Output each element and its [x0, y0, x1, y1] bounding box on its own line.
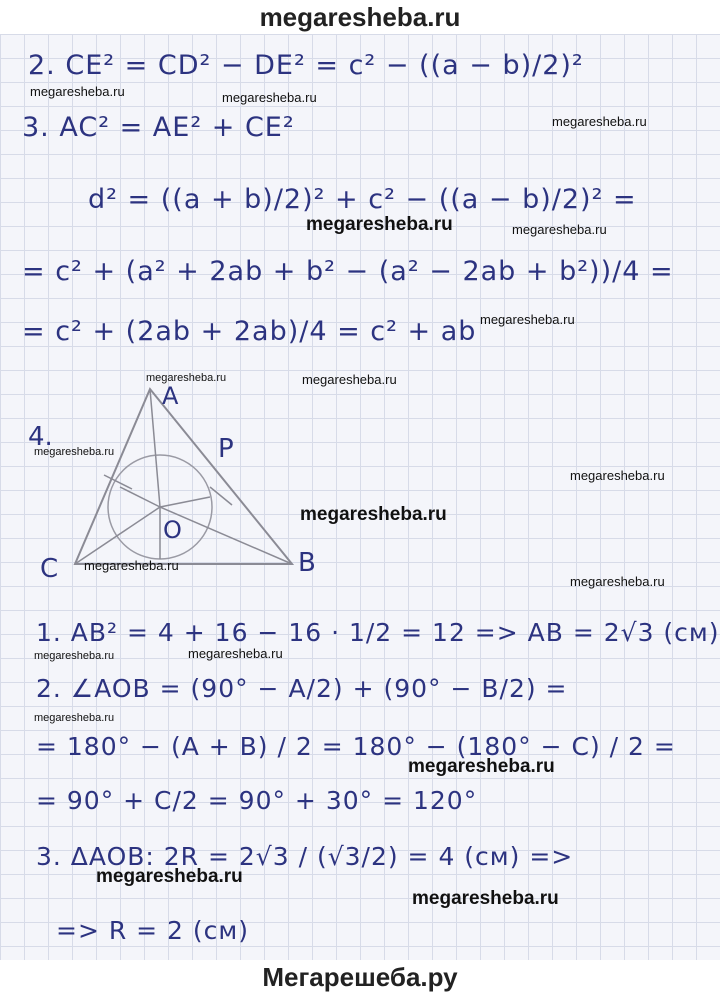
step-3: = 180° − (A + B) / 2 = 180° − (180° − C) / 2 =: [36, 732, 676, 761]
watermark: megaresheba.ru: [512, 222, 607, 237]
vertex-label-a: A: [162, 382, 179, 410]
notebook-page: [0, 34, 720, 960]
site-footer: [0, 960, 720, 995]
solution-line-2: 3. AC² = AE² + CE²: [22, 112, 295, 143]
solution-line-5: = c² + (2ab + 2ab)/4 = c² + ab: [22, 316, 477, 347]
vertex-label-b: B: [298, 548, 316, 578]
step-5: 3. ΔAOB: 2R = 2√3 / (√3/2) = 4 (см) =>: [36, 842, 574, 871]
step-6: => R = 2 (см): [56, 916, 250, 945]
vertex-label-c: C: [40, 554, 59, 584]
watermark: megaresheba.ru: [34, 712, 115, 724]
task-number: 4.: [28, 422, 53, 452]
watermark: megaresheba.ru: [222, 90, 317, 105]
watermark: megaresheba.ru: [84, 558, 179, 573]
radius-2: [160, 497, 210, 507]
watermark: megaresheba.ru: [146, 372, 227, 384]
watermark: megaresheba.ru: [188, 646, 283, 661]
watermark: megaresheba.ru: [412, 888, 559, 909]
watermark: megaresheba.ru: [408, 756, 555, 777]
tick-mark-2: [210, 487, 232, 505]
site-header: [0, 0, 720, 34]
watermark: megaresheba.ru: [34, 446, 115, 458]
bisector-a: [150, 389, 160, 507]
solution-line-3: d² = ((a + b)/2)² + c² − ((a − b)/2)² =: [88, 184, 637, 215]
watermark: megaresheba.ru: [480, 312, 575, 327]
step-4: = 90° + C/2 = 90° + 30° = 120°: [36, 786, 478, 815]
solution-line-1: 2. CE² = CD² − DE² = c² − ((a − b)/2)²: [28, 50, 584, 81]
watermark: megaresheba.ru: [300, 504, 447, 525]
watermark: megaresheba.ru: [302, 372, 397, 387]
center-label-o: O: [163, 516, 182, 544]
header-site-name: megaresheba.ru: [259, 1, 461, 32]
watermark: megaresheba.ru: [96, 866, 243, 887]
step-2: 2. ∠AOB = (90° − A/2) + (90° − B/2) =: [36, 674, 568, 703]
watermark: megaresheba.ru: [570, 468, 665, 483]
radius-1: [120, 487, 160, 507]
watermark: megaresheba.ru: [306, 214, 453, 235]
footer-site-name: Мегарешеба.ру: [262, 962, 458, 992]
watermark: megaresheba.ru: [570, 574, 665, 589]
point-label-p: P: [218, 434, 234, 464]
triangle-diagram: [60, 379, 310, 579]
watermark: megaresheba.ru: [34, 650, 115, 662]
solution-line-4: = c² + (a² + 2ab + b² − (a² − 2ab + b²))/4 =: [22, 256, 674, 287]
watermark: megaresheba.ru: [552, 114, 647, 129]
watermark: megaresheba.ru: [30, 84, 125, 99]
step-1: 1. AB² = 4 + 16 − 16 · 1/2 = 12 => AB = 2√3 (см): [36, 618, 720, 647]
